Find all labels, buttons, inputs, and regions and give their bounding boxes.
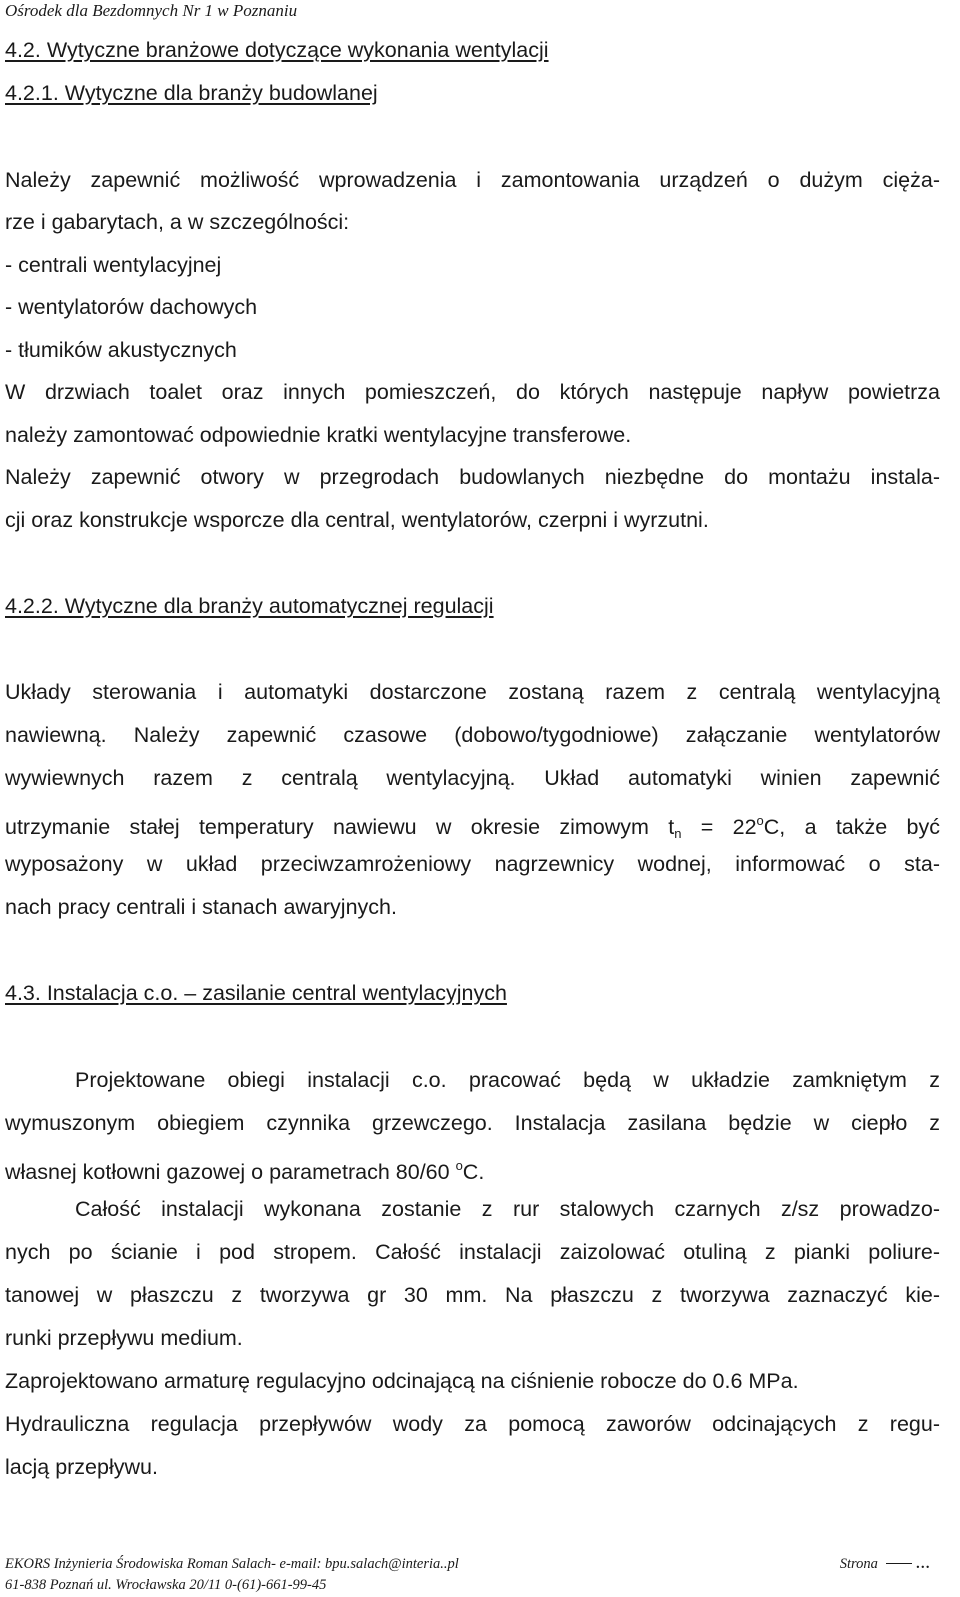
footer-company: EKORS Inżynieria Środowiska Roman Salach- e-mail: bpu.salach@interia..pl	[5, 1556, 459, 1572]
paragraph-line: W drzwiach toalet oraz innych pomieszczeń, do których następuje napływ powietrza	[5, 380, 940, 404]
footer-page	[840, 1555, 930, 1573]
degree-superscript: o	[756, 813, 764, 828]
paragraph-line: Układy sterowania i automatyki dostarczone zostaną razem z centralą wentylacyjną	[5, 680, 940, 704]
paragraph-line: Zaprojektowano armaturę regulacyjno odcinającą na ciśnienie robocze do 0.6 MPa.	[5, 1369, 799, 1393]
page-rule	[886, 1563, 912, 1564]
paragraph-line: tanowej w płaszczu z tworzywa gr 30 mm. Na płaszczu z tworzywa zaznaczyć kie-	[5, 1283, 940, 1307]
paragraph-line: wyposażony w układ przeciwzamrożeniowy nagrzewnicy wodnej, informować o sta-	[5, 852, 940, 876]
subsection-heading-4-2-1: 4.2.1. Wytyczne dla branży budowlanej	[5, 81, 378, 105]
formula-text: C, a także być	[763, 815, 940, 839]
subsection-heading-4-2-2: 4.2.2. Wytyczne dla branży automatycznej regulacji	[5, 594, 494, 618]
paragraph-line: lacją przepływu.	[5, 1455, 158, 1479]
page-number: …	[915, 1556, 930, 1572]
paragraph-line-with-formula	[5, 807, 940, 848]
paragraph-line: Całość instalacji wykonana zostanie z rur stalowych czarnych z/sz prowadzo-	[75, 1197, 940, 1221]
list-item: - wentylatorów dachowych	[5, 295, 258, 319]
formula-text: = 22	[681, 815, 757, 839]
formula-text: utrzymanie stałej temperatury nawiewu w okresie zimowym t	[5, 815, 675, 839]
paragraph-line: Należy zapewnić możliwość wprowadzenia i zamontowania urządzeń o dużym cięża-	[5, 168, 940, 192]
list-item: - centrali wentylacyjnej	[5, 253, 222, 277]
text: C.	[462, 1160, 485, 1184]
paragraph-line: wywiewnych razem z centralą wentylacyjną. Układ automatyki winien zapewnić	[5, 766, 940, 790]
paragraph-line: nych po ścianie i pod stropem. Całość instalacji zaizolować otuliną z pianki poliure-	[5, 1240, 940, 1264]
list-item: - tłumików akustycznych	[5, 338, 237, 362]
paragraph-line: nach pracy centrali i stanach awaryjnych.	[5, 895, 397, 919]
paragraph-line: wymuszonym obiegiem czynnika grzewczego. Instalacja zasilana będzie w ciepło z	[5, 1111, 940, 1135]
page-label: Strona	[839, 1556, 878, 1572]
paragraph-line-with-unit	[5, 1152, 484, 1186]
text: własnej kotłowni gazowej o parametrach 80/60	[5, 1160, 456, 1184]
paragraph-line: cji oraz konstrukcje wsporcze dla central, wentylatorów, czerpni i wyrzutni.	[5, 508, 709, 532]
paragraph-line: Projektowane obiegi instalacji c.o. pracować będą w układzie zamkniętym z	[75, 1068, 940, 1092]
paragraph-line: należy zamontować odpowiednie kratki wentylacyjne transferowe.	[5, 423, 632, 447]
page-header: Ośrodek dla Bezdomnych Nr 1 w Poznaniu	[5, 1, 298, 20]
subscript: n	[674, 826, 682, 841]
footer-address: 61-838 Poznań ul. Wrocławska 20/11 0-(61)-661-99-45	[5, 1577, 327, 1593]
degree-superscript: o	[455, 1158, 463, 1173]
section-heading-4-2: 4.2. Wytyczne branżowe dotyczące wykonania wentylacji	[5, 38, 549, 62]
paragraph-line: rze i gabarytach, a w szczególności:	[5, 210, 350, 234]
paragraph-line: runki przepływu medium.	[5, 1326, 243, 1350]
paragraph-line: Hydrauliczna regulacja przepływów wody za pomocą zaworów odcinających z regu-	[5, 1412, 940, 1436]
section-heading-4-3: 4.3. Instalacja c.o. – zasilanie central wentylacyjnych	[5, 981, 507, 1005]
paragraph-line: nawiewną. Należy zapewnić czasowe (dobowo/tygodniowe) załączanie wentylatorów	[5, 723, 940, 747]
paragraph-line: Należy zapewnić otwory w przegrodach budowlanych niezbędne do montażu instala-	[5, 465, 940, 489]
